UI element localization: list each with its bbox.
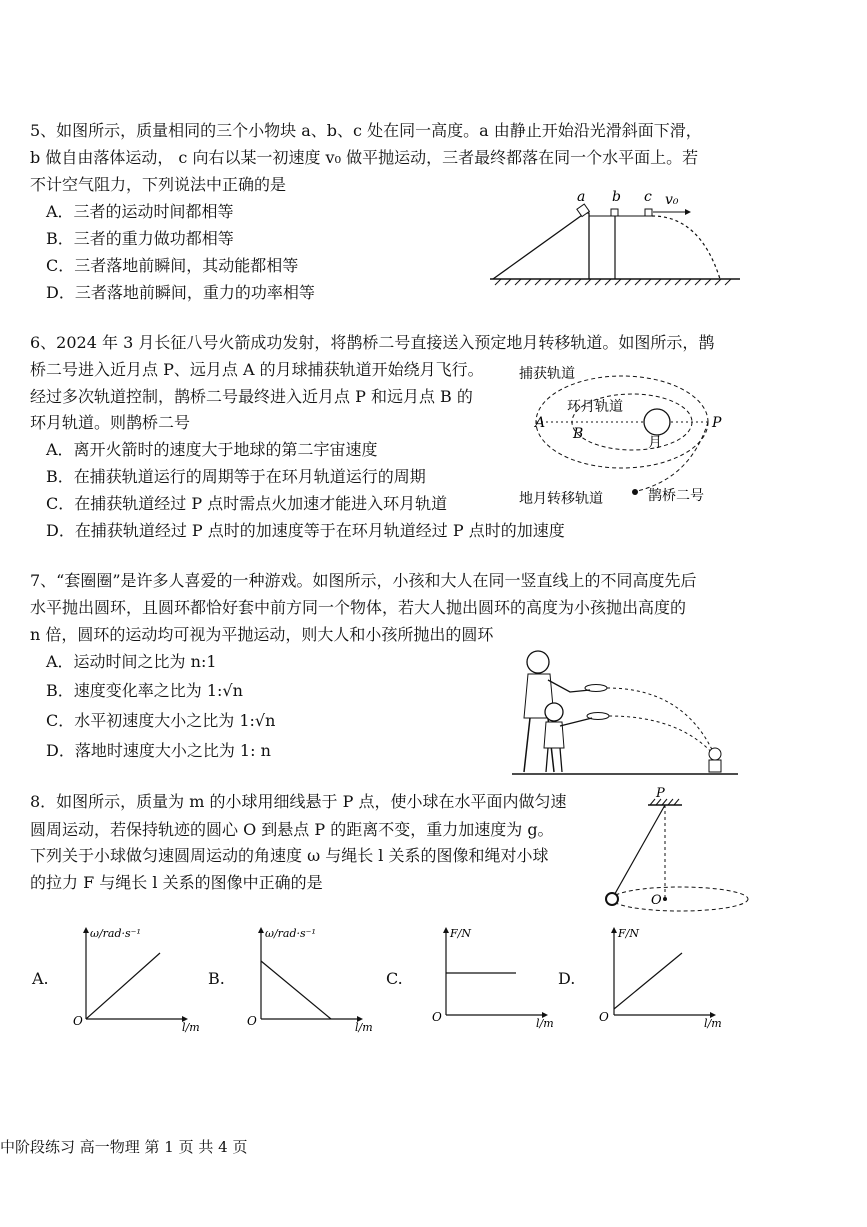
- graph-d-ylabel: F/N: [618, 927, 639, 940]
- graph-a-ylabel: ω/rad·s⁻¹: [90, 927, 141, 940]
- q7-option-c: C．水平初速度大小之比为 1:√n: [46, 711, 276, 730]
- q6-figure: [515, 360, 740, 515]
- q5-option-b: B．三者的重力做功都相等: [46, 229, 234, 248]
- q7-figure: [510, 648, 740, 778]
- q5-label-a: a: [577, 189, 586, 205]
- graph-a-xlabel: l/m: [182, 1021, 200, 1034]
- graph-c-origin: O: [432, 1010, 442, 1024]
- q6-option-b: B．在捕获轨道运行的周期等于在环月轨道运行的周期: [46, 467, 426, 486]
- page-footer: 中阶段练习 高一物理 第 1 页 共 4 页: [0, 1138, 248, 1156]
- graph-d: [598, 925, 733, 1035]
- graph-d-label: D.: [558, 969, 576, 988]
- q6-label-A: A: [535, 415, 546, 431]
- q6-option-d: D．在捕获轨道经过 P 点时的加速度等于在环月轨道经过 P 点时的加速度: [46, 521, 565, 540]
- graph-a-origin: O: [73, 1014, 83, 1028]
- graph-a-label: A.: [32, 969, 49, 988]
- q6-label-probe: 鹊桥二号: [648, 488, 704, 504]
- q5-option-c: C．三者落地前瞬间，其动能都相等: [46, 256, 299, 275]
- q5-figure: [485, 185, 745, 295]
- q7-option-b: B．速度变化率之比为 1:√n: [46, 681, 243, 700]
- q5-stem-line-1: 5、如图所示，质量相同的三个小物块 a、b、c 处在同一高度。a 由静止开始沿光滑斜面下滑，: [30, 121, 702, 140]
- graph-a: [70, 925, 200, 1035]
- q6-label-B: B: [573, 426, 584, 442]
- q8-figure: [598, 785, 768, 915]
- q5-stem-line-2: b 做自由落体运动， c 向右以某一初速度 v₀ 做平抛运动，三者最终都落在同一个水平面上。若: [30, 148, 699, 167]
- graph-d-origin: O: [599, 1010, 609, 1024]
- q5-option-d: D．三者落地前瞬间，重力的功率相等: [46, 283, 315, 302]
- graph-b: [245, 925, 375, 1035]
- q6-label-moon: 月: [648, 435, 662, 451]
- q5-stem-line-3: 不计空气阻力，下列说法中正确的是: [30, 175, 287, 194]
- q6-stem-line-4: 环月轨道。则鹊桥二号: [30, 413, 191, 432]
- q8-stem-line-2: 圆周运动，若保持轨迹的圆心 O 到悬点 P 的距离不变，重力加速度为 g。: [30, 820, 554, 839]
- graph-c-ylabel: F/N: [450, 927, 471, 940]
- q7-stem-line-2: 水平抛出圆环，且圆环都恰好套中前方同一个物体，若大人抛出圆环的高度为小孩抛出高度的: [30, 598, 687, 617]
- q7-option-a: A．运动时间之比为 n:1: [46, 652, 217, 671]
- q6-stem-line-2: 桥二号进入近月点 P、远月点 A 的月球捕获轨道开始绕月飞行。: [30, 360, 484, 379]
- q8-stem-line-4: 的拉力 F 与绳长 l 关系的图像中正确的是: [30, 873, 323, 892]
- q6-stem-line-3: 经过多次轨道控制，鹊桥二号最终进入近月点 P 和远月点 B 的: [30, 387, 473, 406]
- q6-stem-line-1: 6、2024 年 3 月长征八号火箭成功发射，将鹊桥二号直接送入预定地月转移轨道。如图所示，鹊: [30, 333, 715, 352]
- q6-label-P: P: [712, 415, 722, 431]
- graph-c-xlabel: l/m: [536, 1017, 554, 1030]
- q6-option-a: A．离开火箭时的速度大于地球的第二宇宙速度: [46, 440, 378, 459]
- q6-label-ring: 环月轨道: [567, 399, 623, 415]
- q6-label-capture: 捕获轨道: [519, 366, 575, 382]
- q8-stem-line-1: 8．如图所示，质量为 m 的小球用细线悬于 P 点，使小球在水平面内做匀速: [30, 792, 567, 811]
- q7-option-d: D．落地时速度大小之比为 1: n: [46, 741, 271, 760]
- q5-option-a: A．三者的运动时间都相等: [46, 202, 234, 221]
- q5-label-c: c: [644, 189, 652, 205]
- graph-c: [430, 925, 560, 1035]
- graph-b-ylabel: ω/rad·s⁻¹: [265, 927, 316, 940]
- graph-b-label: B.: [208, 969, 225, 988]
- q5-label-v0: v₀: [665, 192, 679, 208]
- q5-label-b: b: [612, 189, 621, 205]
- q6-label-transfer: 地月转移轨道: [519, 491, 603, 507]
- graph-c-label: C.: [386, 969, 403, 988]
- q8-label-P: P: [656, 786, 665, 801]
- graph-b-origin: O: [247, 1014, 257, 1028]
- q6-option-c: C．在捕获轨道经过 P 点时需点火加速才能进入环月轨道: [46, 494, 448, 513]
- graph-d-xlabel: l/m: [704, 1017, 722, 1030]
- q7-stem-line-1: 7、“套圈圈”是许多人喜爱的一种游戏。如图所示，小孩和大人在同一竖直线上的不同高度先后: [30, 571, 697, 590]
- graph-b-xlabel: l/m: [355, 1021, 373, 1034]
- q8-label-O: O: [651, 893, 662, 908]
- q7-stem-line-3: n 倍，圆环的运动均可视为平抛运动，则大人和小孩所抛出的圆环: [30, 625, 494, 644]
- q8-stem-line-3: 下列关于小球做匀速圆周运动的角速度 ω 与绳长 l 关系的图像和绳对小球: [30, 846, 549, 865]
